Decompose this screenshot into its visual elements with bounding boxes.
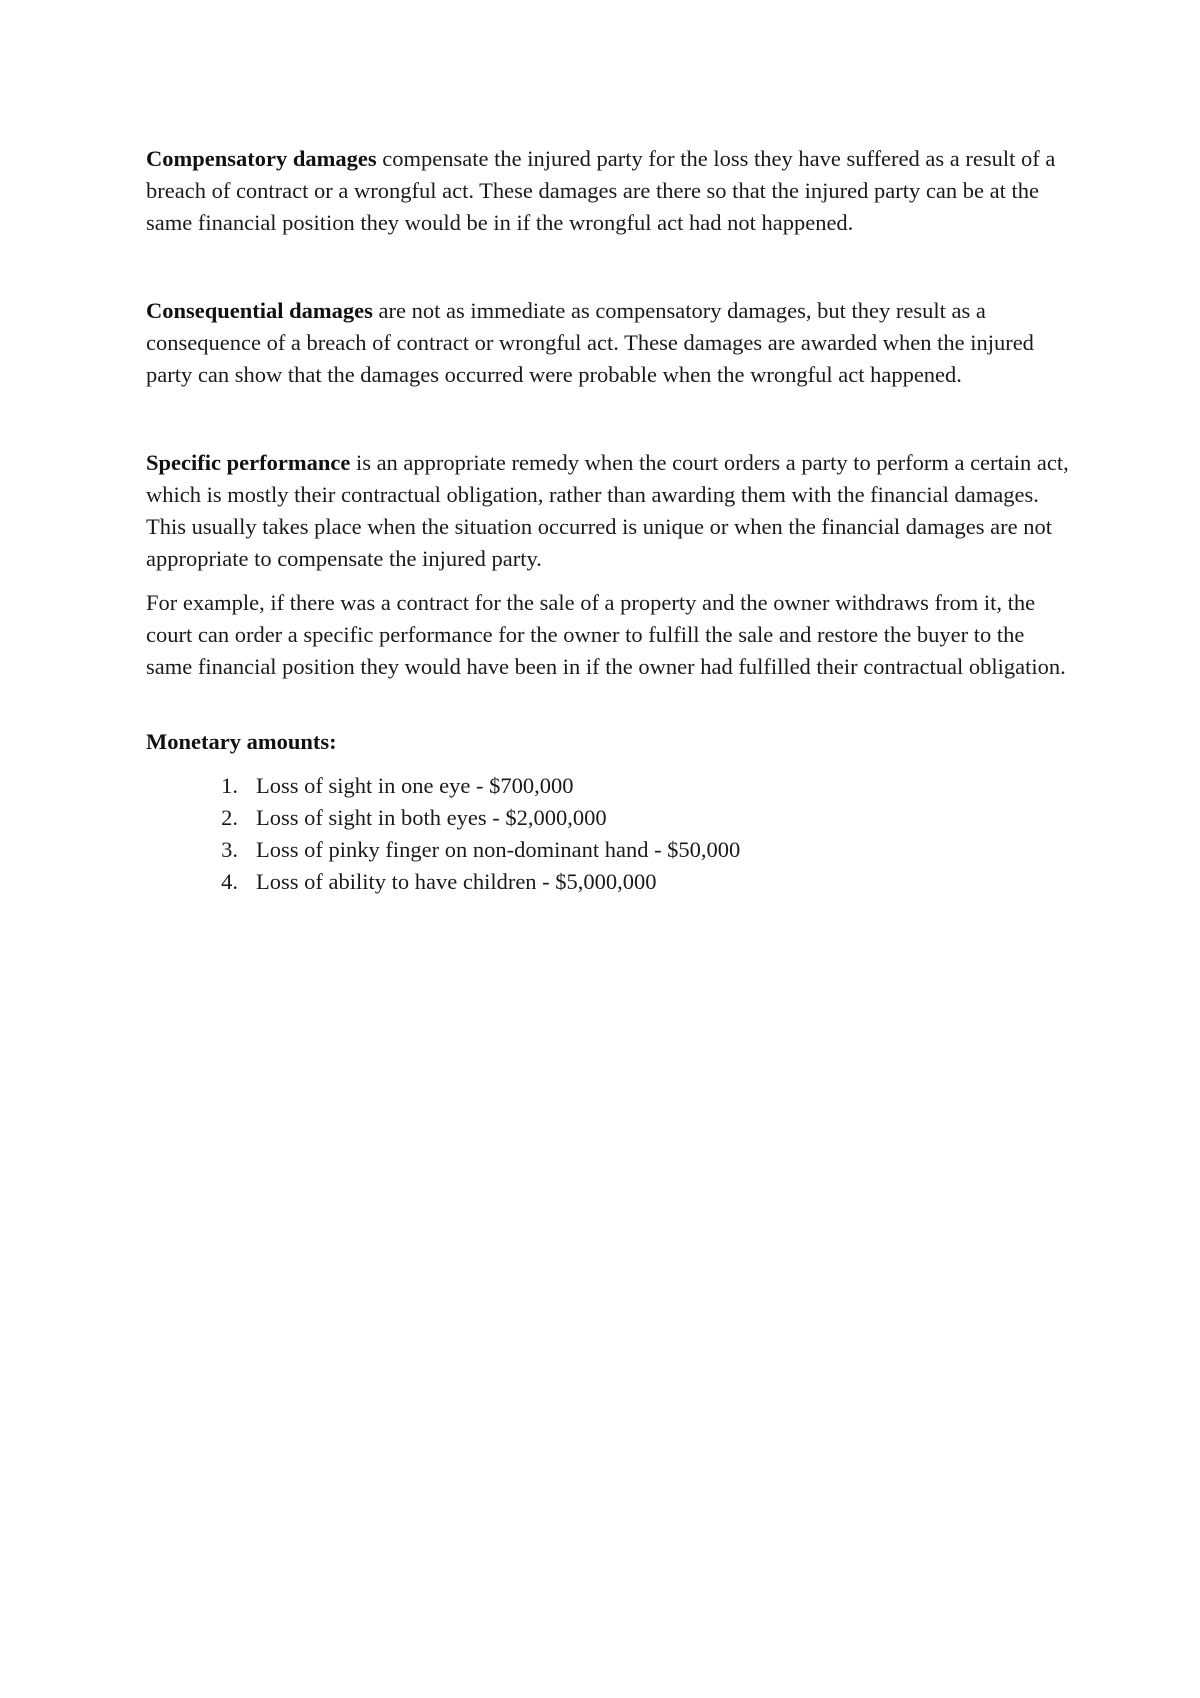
monetary-amounts-heading: Monetary amounts: bbox=[146, 729, 337, 754]
specific-performance-paragraph bbox=[146, 447, 1076, 575]
paragraph-spacer bbox=[146, 575, 1076, 587]
monetary-amounts-list bbox=[146, 770, 1076, 898]
compensatory-damages-text: compensate the injured party for the loss they have suffered as a result of a breach of contract or a wrongful act. These damages are there so that the injured party can be at the same financial position they would be in if the wrongful act had not happened. bbox=[146, 146, 1056, 235]
consequential-damages-paragraph bbox=[146, 295, 1076, 391]
list-item-text: Loss of sight in both eyes - $2,000,000 bbox=[256, 805, 607, 830]
compensatory-damages-paragraph bbox=[146, 143, 1076, 239]
list-item-text: Loss of ability to have children - $5,000,000 bbox=[256, 869, 657, 894]
consequential-damages-term: Consequential damages bbox=[146, 298, 373, 323]
consequential-damages-text: are not as immediate as compensatory damages, but they result as a consequence of a breach of contract or wrongful act. These damages are awarded when the injured party can show that the damages occurred were probable when the wrongful act happened. bbox=[146, 298, 1034, 387]
specific-performance-text: is an appropriate remedy when the court orders a party to perform a certain act, which is mostly their contractual obligation, rather than awarding them with the financial damages. This usually takes place when the situation occurred is unique or when the financial damages are not appropriate to compensate the injured party. bbox=[146, 450, 1069, 571]
paragraph-spacer bbox=[146, 391, 1076, 447]
list-item-number: 3. bbox=[221, 837, 238, 862]
list-item bbox=[146, 770, 1076, 802]
specific-performance-term: Specific performance bbox=[146, 450, 351, 475]
list-item-text: Loss of sight in one eye - $700,000 bbox=[256, 773, 574, 798]
paragraph-spacer bbox=[146, 239, 1076, 295]
document-body bbox=[146, 143, 1076, 898]
list-item-number: 1. bbox=[221, 773, 238, 798]
example-paragraph: For example, if there was a contract for the sale of a property and the owner withdraws from it, the court can order a specific performance for the owner to fulfill the sale and restore the buyer to the same financial position they would have been in if the owner had fulfilled their contractual obligation. bbox=[146, 590, 1066, 679]
list-item bbox=[146, 866, 1076, 898]
list-item bbox=[146, 834, 1076, 866]
list-item-number: 2. bbox=[221, 805, 238, 830]
list-item-text: Loss of pinky finger on non-dominant hand - $50,000 bbox=[256, 837, 741, 862]
list-item bbox=[146, 802, 1076, 834]
section-spacer bbox=[146, 683, 1076, 726]
list-item-number: 4. bbox=[221, 869, 238, 894]
compensatory-damages-term: Compensatory damages bbox=[146, 146, 377, 171]
